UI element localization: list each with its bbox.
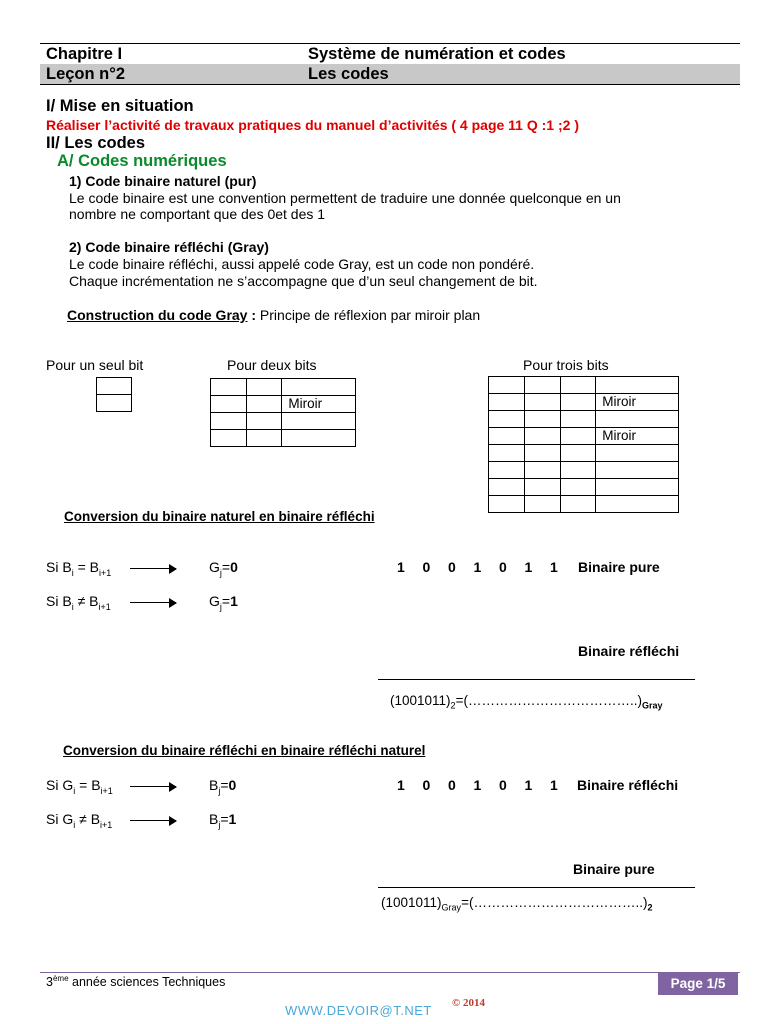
two-bits-caption: Pour deux bits [227, 357, 317, 373]
item-1-text-line-2: nombre ne comportant que des 0et des 1 [69, 206, 326, 222]
construction-label: Construction du code Gray [67, 307, 248, 323]
section-2-subtitle: A/ Codes numériques [57, 152, 227, 170]
item-1-title: 1) Code binaire naturel (pur) [69, 173, 257, 189]
construction-colon: : [247, 307, 257, 323]
conversion-2-expression: $(1001011)_{Gray}=(\dots\dots\dots\dots\dots\dots\dots\dots\dots\dots\dots\dots..)_2$ [381, 895, 653, 913]
header-bottom-rule [40, 84, 740, 85]
bit: 1 [524, 777, 533, 793]
section-1-instruction: Réaliser l’activité de travaux pratiques du manuel d’activités ( 4 page 11 Q :1 ;2 ) [46, 117, 579, 133]
bit: 1 [550, 559, 558, 575]
arrow-icon [130, 786, 176, 787]
footer-level: 3ème année sciences Techniques [46, 974, 226, 990]
section-2-title: II/ Les codes [46, 134, 146, 152]
bit: 1 [524, 559, 533, 575]
bit: 0 [422, 559, 431, 575]
gray-table-1bit [96, 377, 132, 412]
item-2-text-line-1: Le code binaire réfléchi, aussi appelé code Gray, est un code non pondéré. [69, 256, 535, 272]
conversion-2-rule-2: Si $G_i \ne B_{i+1}$ [46, 811, 113, 830]
lesson-title: Les codes [308, 65, 389, 83]
copyright-notice: © 2014 [452, 997, 485, 1009]
arrow-icon [130, 820, 176, 821]
arrow-icon [130, 602, 176, 603]
gray-table-2bits [210, 378, 356, 447]
conversion-1-rule-2: Si $B_i \ne B_{i+1}$ [46, 593, 111, 612]
chapter-label: Chapitre I [46, 45, 123, 63]
table-cell [97, 378, 132, 395]
bit: 1 [397, 559, 405, 575]
chapter-title: Système de numération et codes [308, 45, 566, 63]
gray-table-3bits [488, 376, 679, 513]
conversion-1-bit-sequence [397, 559, 576, 575]
three-bits-caption: Pour trois bits [523, 357, 609, 373]
mirror-label: Miroir [596, 394, 679, 411]
conversion-2-result-2: $B_j=1$ [209, 811, 237, 830]
conversion-2-result-label: Binaire pure [573, 861, 655, 877]
bit: 0 [448, 777, 456, 793]
page-badge: Page 1/5 [658, 973, 738, 995]
conversion-2-rule-1: Si $G_i = B_{i+1}$ [46, 777, 113, 796]
mirror-label: Miroir [282, 396, 356, 413]
section-1-title: I/ Mise en situation [46, 97, 194, 115]
conversion-2-bits-label: Binaire réfléchi [577, 777, 679, 793]
conversion-1-expression: $(1001011)_2=(\dots\dots\dots\dots\dots\dots\dots\dots\dots\dots\dots\dots..)_{Gray}$ [390, 693, 663, 711]
item-1-text-line-1: Le code binaire est une convention permettent de traduire une donnée quelconque en un [69, 190, 621, 206]
conversion-2-answer-rule [378, 887, 695, 888]
bit: 0 [499, 559, 507, 575]
mirror-label: Miroir [596, 428, 679, 445]
bit: 0 [499, 777, 507, 793]
footer-rule [40, 972, 740, 973]
arrow-icon [130, 568, 176, 569]
table-cell [97, 395, 132, 412]
bit: 1 [473, 559, 482, 575]
conversion-1-rule-1: Si $B_i = B_{i+1}$ [46, 559, 112, 578]
conversion-1-result-1: $G_j=0$ [209, 559, 238, 578]
bit: 1 [473, 777, 482, 793]
conversion-1-bits-label: Binaire pure [578, 559, 660, 575]
header-chapter-row [40, 44, 740, 64]
header-lesson-row [40, 64, 740, 84]
bit: 0 [448, 559, 456, 575]
conversion-2-bit-sequence [397, 777, 576, 793]
website-watermark: WWW.DEVOIR@T.NET [285, 1003, 432, 1018]
lesson-label: Leçon n°2 [46, 65, 126, 83]
construction-line [67, 307, 480, 323]
conversion-2-title: Conversion du binaire réfléchi en binaire réfléchi naturel [63, 743, 426, 758]
one-bit-caption: Pour un seul bit [46, 357, 144, 373]
construction-text: Principe de réflexion par miroir plan [256, 307, 481, 323]
conversion-2-result-1: $B_j=0$ [209, 777, 237, 796]
item-2-text-line-2: Chaque incrémentation ne s’accompagne que d’un seul changement de bit. [69, 273, 538, 289]
conversion-1-result-2: $G_j=1$ [209, 593, 238, 612]
conversion-1-answer-rule [378, 679, 695, 680]
bit: 1 [397, 777, 405, 793]
bit: 0 [422, 777, 431, 793]
conversion-1-result-label: Binaire réfléchi [578, 643, 680, 659]
item-2-title: 2) Code binaire réfléchi (Gray) [69, 239, 269, 255]
conversion-1-title: Conversion du binaire naturel en binaire réfléchi [64, 509, 375, 524]
bit: 1 [550, 777, 558, 793]
